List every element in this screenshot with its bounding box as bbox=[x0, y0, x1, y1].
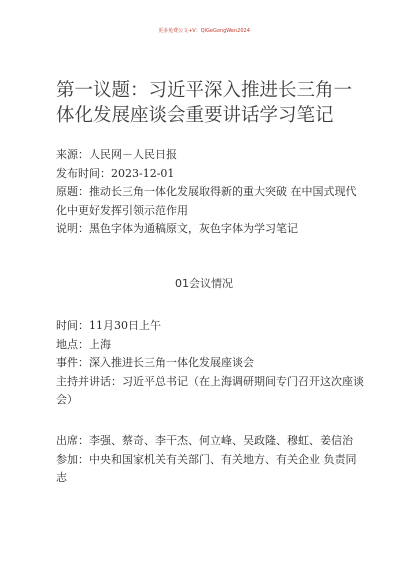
attendees-block bbox=[56, 432, 366, 488]
document-title: 第一议题：习近平深入推进长三角一体化发展座谈会重要讲话学习笔记 bbox=[56, 80, 353, 126]
meta-block bbox=[56, 146, 366, 239]
attendees-present: 出席：李强、蔡奇、李干杰、何立峰、吴政隆、穆虹、姜信治 bbox=[56, 434, 353, 447]
meta-note: 说明：黑色字体为通稿原文，灰色字体为学习笔记 bbox=[56, 222, 298, 235]
meta-original-title: 原题：推动长三角一体化发展取得新的重大突破 在中国式现代化中更好发挥引领示范作用 bbox=[56, 185, 357, 217]
attendees-participants: 参加：中央和国家机关有关部门、有关地方、有关企业 负责同志 bbox=[56, 452, 357, 484]
detail-host: 主持并讲话：习近平总书记（在上海调研期间专门召开这次座谈会） bbox=[56, 374, 364, 406]
meeting-details bbox=[56, 317, 366, 410]
detail-location: 地点：上海 bbox=[56, 337, 111, 351]
detail-time: 时间：11月30日上午 bbox=[56, 319, 161, 332]
watermark-banner: 更多免费公文+V：QiGeGongWen2024 bbox=[158, 28, 250, 34]
detail-event: 事件：深入推进长三角一体化发展座谈会 bbox=[56, 356, 254, 369]
section-heading: 01会议情况 bbox=[175, 277, 233, 290]
meta-publish-date: 发布时间：2023-12-01 bbox=[56, 166, 175, 180]
meta-source: 来源：人民网－人民日报 bbox=[56, 148, 177, 161]
